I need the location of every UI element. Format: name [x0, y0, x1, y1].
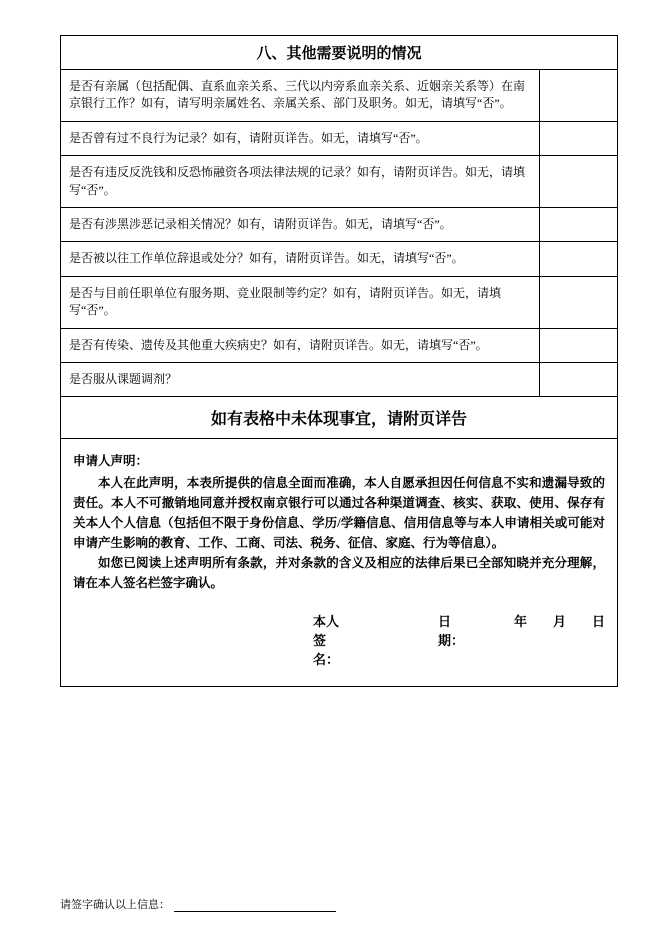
table-row	[61, 241, 617, 275]
date-label: 日期：	[437, 614, 464, 649]
signature-line[interactable]	[174, 899, 336, 912]
answer-cell[interactable]	[539, 242, 617, 275]
question-text: 是否曾有过不良行为记录？如有，请附页详告。如无，请填写“否”。	[69, 130, 428, 145]
year-label: 年	[513, 614, 527, 630]
answer-cell[interactable]	[539, 363, 617, 396]
table-row	[61, 155, 617, 207]
table-row	[61, 362, 617, 396]
answer-cell[interactable]	[539, 156, 617, 207]
declaration-paragraph-2: 如您已阅读上述声明所有条款，并对条款的含义及相应的法律后果已全部知晓并充分理解，请在本人签名栏签字确认。	[73, 556, 605, 591]
attachment-note: 如有表格中未体现事宜，请附页详告	[61, 396, 617, 438]
answer-cell[interactable]	[539, 122, 617, 155]
table-row	[61, 328, 617, 362]
question-text: 是否与目前任职单位有服务期、竞业限制等约定？如有，请附页详告。如无，请填写“否”。	[69, 285, 502, 318]
footer-confirm-label: 请签字确认以上信息：	[60, 899, 170, 911]
signature-label: 本人签名：	[313, 614, 340, 668]
question-text: 是否被以往工作单位辞退或处分？如有，请附页详告。如无，请填写“否”。	[69, 251, 464, 266]
declaration-paragraph-1: 本人在此声明，本表所提供的信息全面而准确，本人自愿承担因任何信息不实和遗漏导致的责任。本人不可撤销地同意并授权南京银行可以通过各种渠道调查、核实、获取、使用、保存有关本人个人信息（包括但不限于身份信息、学历/学籍信息、信用信息等与本人申请相关或可能对申请产生影响的教育、工作、工商、司法、税务、征信、家庭、行为等信息）。	[73, 476, 605, 551]
question-text: 是否有涉黑涉恶记录相关情况？如有，请附页详告。如无，请填写“否”。	[69, 216, 452, 231]
table-row	[61, 276, 617, 328]
answer-cell[interactable]	[539, 277, 617, 328]
table-row	[61, 207, 617, 241]
question-text: 是否有传染、遗传及其他重大疾病史？如有，请附页详告。如无，请填写“否”。	[69, 337, 488, 352]
declaration-box	[61, 438, 617, 686]
answer-cell[interactable]	[539, 208, 617, 241]
answer-cell[interactable]	[539, 70, 617, 121]
table-row	[61, 121, 617, 155]
question-text: 是否有违反反洗钱和反恐怖融资各项法律法规的记录？如有，请附页详告。如无，请填写“否”。	[69, 165, 526, 197]
footer-confirm	[60, 896, 336, 912]
signature-row	[73, 611, 605, 668]
other-info-section	[60, 35, 618, 687]
table-row	[61, 69, 617, 121]
section-title: 八、其他需要说明的情况	[256, 46, 422, 62]
question-text: 是否有亲属（包括配偶、直系血亲关系、三代以内旁系血亲关系、近姻亲关系等）在南京银行工作？如有，请写明亲属姓名、亲属关系、部门及职务。如无，请填写“否”。	[69, 79, 526, 111]
answer-cell[interactable]	[539, 329, 617, 362]
declaration-title: 申请人声明：	[73, 454, 149, 469]
month-label: 月	[552, 614, 566, 630]
question-text: 是否服从课题调剂？	[69, 371, 178, 386]
day-label: 日	[591, 614, 605, 630]
